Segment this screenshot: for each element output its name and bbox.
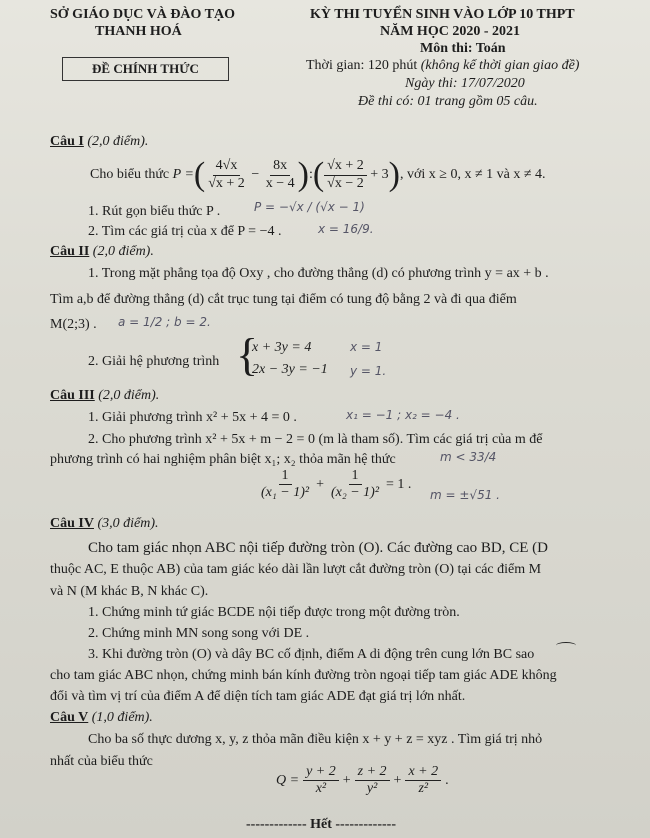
q4-item1: 1. Chứng minh tứ giác BCDE nội tiếp được trong một đường tròn. (88, 605, 460, 620)
pages-note: Đề thi có: 01 trang gồm 05 câu. (358, 94, 538, 109)
system-eq1: x + 3y = 4 (252, 340, 312, 355)
q2-item1-line2: Tìm a,b để đường thẳng (d) cắt trục tung tại điểm có tung độ bằng 2 và đi qua điểm (50, 292, 517, 307)
q2-handwritten-y: y = 1. (350, 364, 387, 378)
q3-handwritten-1: x₁ = −1 ; x₂ = −4 . (346, 408, 460, 422)
system-eq2: 2x − 3y = −1 (252, 362, 328, 377)
q3-handwritten-3: m = ±√51 . (430, 488, 500, 502)
school-year: NĂM HỌC 2020 - 2021 (380, 24, 520, 39)
q4-item2: 2. Chứng minh MN song song với DE . (88, 626, 310, 641)
q1-expression: Cho biểu thức P = ( $\frac{4√x}{√x + 2}$ − $\frac{8x}{x - 4}$ ) : ( $\frac{√x + 2}{√x - 2}$ + 3 ) , với x ≥ 0, x ≠ 1 và x ≠ 4. (90, 156, 546, 193)
q2-heading: Câu II (2,0 điểm). (50, 244, 154, 259)
q4-heading: Câu IV (3,0 điểm). (50, 516, 159, 531)
exam-date: Ngày thi: 17/07/2020 (405, 76, 525, 91)
end-marker: ------------- Hết ------------- (246, 817, 396, 832)
system-brace: { (236, 329, 259, 380)
exam-time: Thời gian: 120 phút (không kể thời gian giao đề) (306, 58, 580, 73)
subject: Môn thi: Toán (420, 41, 506, 56)
q2-handwritten-x: x = 1 (350, 340, 383, 354)
province-name: THANH HOÁ (95, 24, 182, 39)
q4-line1: Cho tam giác nhọn ABC nội tiếp đường tròn (O). Các đường cao BD, CE (D (88, 540, 548, 556)
q5-line2: nhất của biểu thức (50, 754, 153, 769)
q3-item2-line1: 2. Cho phương trình x² + 5x + m − 2 = 0 (m là tham số). Tìm các giá trị của m để (88, 432, 543, 447)
q5-expression: Q = $\frac{y + 2}{\text{x²}}$ + $\frac{z + 2}{\text{y²}}$ + $\frac{x + 2}{\text{z²}}$ . (276, 764, 449, 797)
official-label: ĐỀ CHÍNH THỨC (62, 57, 229, 81)
q3-item1: 1. Giải phương trình x² + 5x + 4 = 0 . (88, 410, 297, 425)
q2-handwritten-ab: a = 1/2 ; b = 2. (118, 315, 211, 329)
q4-item3-line3: đổi và tìm vị trí của điểm A để diện tích tam giác ADE đạt giá trị lớn nhất. (50, 689, 466, 704)
q1-handwritten-2: x = 16/9. (318, 222, 374, 236)
q1-item1: 1. Rút gọn biểu thức P . (88, 204, 221, 219)
q2-item1-line1: 1. Trong mặt phẳng tọa độ Oxy , cho đường thẳng (d) có phương trình y = ax + b . (88, 266, 549, 281)
arc-mark (556, 642, 576, 649)
q5-line1: Cho ba số thực dương x, y, z thỏa mãn điều kiện x + y + z = xyz . Tìm giá trị nhỏ (88, 732, 543, 747)
q1-heading: Câu I (2,0 điểm). (50, 134, 149, 149)
q4-item3-line2: cho tam giác ABC nhọn, chứng minh bán kính đường tròn ngoại tiếp tam giác ADE không (50, 668, 557, 683)
dept-name: SỞ GIÁO DỤC VÀ ĐÀO TẠO (50, 7, 236, 22)
q3-handwritten-2: m < 33/4 (440, 450, 497, 464)
q4-line3: và N (M khác B, N khác C). (50, 584, 209, 599)
q5-heading: Câu V (1,0 điểm). (50, 710, 153, 725)
q4-line2: thuộc AC, E thuộc AB) của tam giác kéo dài lần lượt cắt đường tròn (O) tại các điểm M (50, 562, 542, 577)
q1-handwritten-1: P = −√x / (√x − 1) (254, 200, 365, 214)
q2-item2: 2. Giải hệ phương trình (88, 354, 220, 369)
q3-condition-equation: $\frac{1}{\text{(x₁ − 1)²}}$ + $\frac{1}{\text{(x₂ − 1)²}}$ = 1 . (261, 468, 412, 501)
q2-item1-line3: M(2;3) . (50, 317, 97, 332)
q3-item2-line2: phương trình có hai nghiệm phân biệt x₁; x₂ thỏa mãn hệ thức (50, 452, 396, 467)
q4-item3-line1: 3. Khi đường tròn (O) và dây BC cố định, điểm A di động trên cung lớn BC sao (88, 647, 535, 662)
q3-heading: Câu III (2,0 điểm). (50, 388, 160, 403)
exam-title: KỲ THI TUYỂN SINH VÀO LỚP 10 THPT (310, 7, 575, 22)
q1-item2: 2. Tìm các giá trị của x để P = −4 . (88, 224, 282, 239)
